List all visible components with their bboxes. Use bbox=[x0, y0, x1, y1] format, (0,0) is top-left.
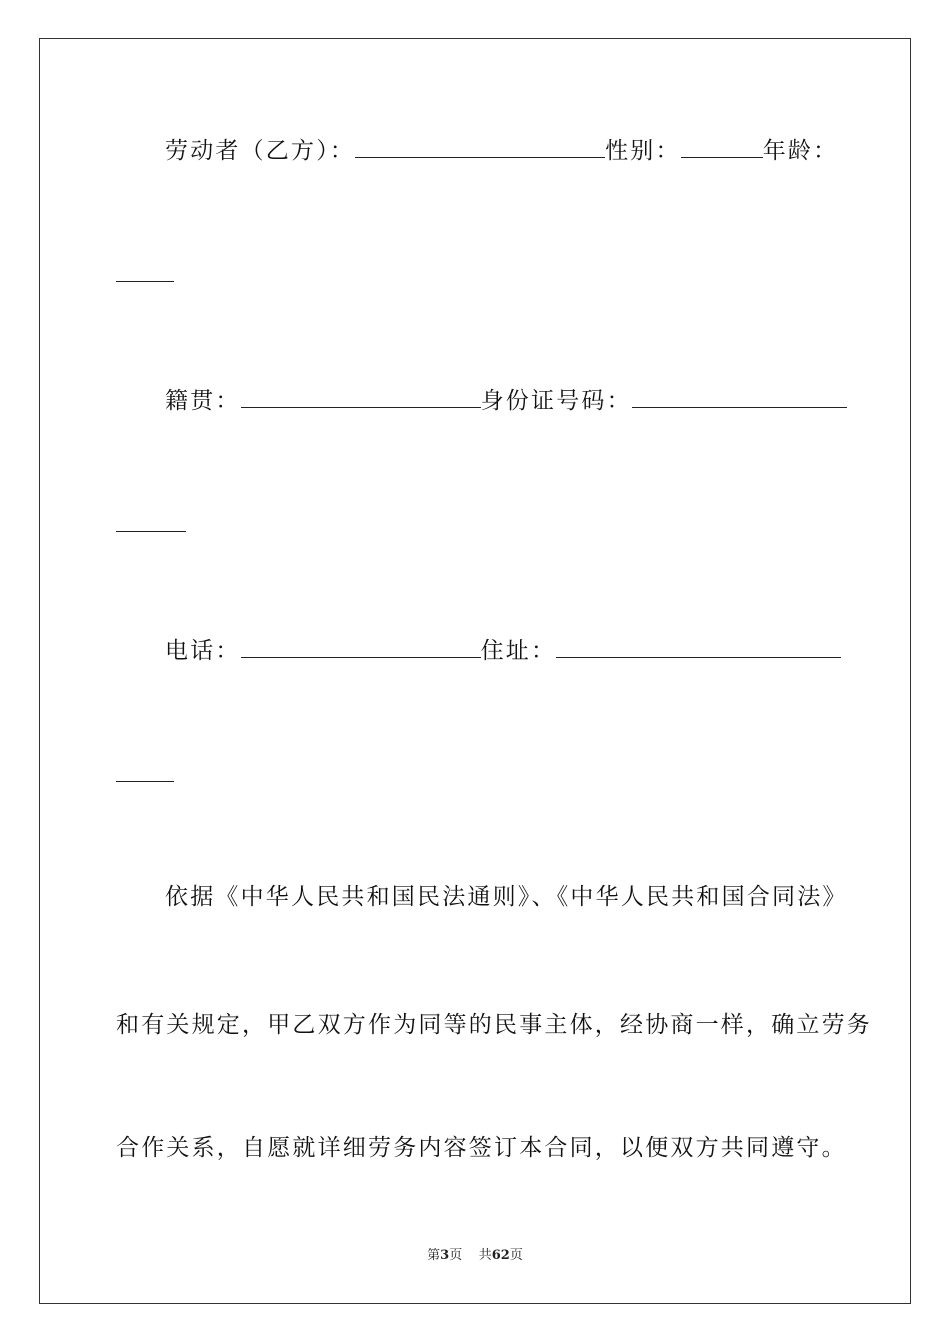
id-number-blank[interactable] bbox=[632, 385, 847, 408]
body-line-2: 和有关规定，甲乙双方作为同等的民事主体，经协商一样，确立劳务 bbox=[116, 1012, 872, 1038]
gender-blank[interactable] bbox=[681, 135, 763, 158]
id-blank-continuation[interactable] bbox=[116, 531, 186, 532]
id-label: 身份证号码： bbox=[480, 388, 632, 414]
total-prefix: 共 bbox=[478, 1248, 492, 1263]
age-label: 年龄： bbox=[762, 138, 839, 164]
total-suffix: 页 bbox=[509, 1248, 523, 1263]
page-number: 3 bbox=[440, 1248, 450, 1263]
page-suffix: 页 bbox=[449, 1248, 463, 1263]
phone-label: 电话： bbox=[165, 638, 241, 664]
page-footer bbox=[0, 1247, 950, 1265]
phone-row bbox=[165, 635, 841, 666]
phone-blank[interactable] bbox=[241, 635, 481, 658]
address-blank[interactable] bbox=[556, 635, 841, 658]
address-blank-continuation[interactable] bbox=[116, 781, 174, 782]
native-label: 籍贯： bbox=[165, 388, 241, 414]
body-line-1: 依据《中华人民共和国民法通则》、《中华人民共和国合同法》 bbox=[165, 884, 848, 910]
age-blank-continuation[interactable] bbox=[116, 281, 174, 282]
worker-label: 劳动者（乙方）： bbox=[165, 138, 356, 164]
gender-label: 性别： bbox=[605, 138, 681, 164]
total-pages: 62 bbox=[491, 1248, 510, 1263]
body-line-3: 合作关系，自愿就详细劳务内容签订本合同，以便双方共同遵守。 bbox=[116, 1135, 847, 1161]
native-blank[interactable] bbox=[241, 385, 481, 408]
page-border bbox=[39, 38, 911, 1304]
worker-row bbox=[165, 135, 838, 166]
native-row bbox=[165, 385, 847, 416]
worker-name-blank[interactable] bbox=[355, 135, 605, 158]
page-prefix: 第 bbox=[427, 1248, 441, 1263]
address-label: 住址： bbox=[480, 638, 557, 664]
